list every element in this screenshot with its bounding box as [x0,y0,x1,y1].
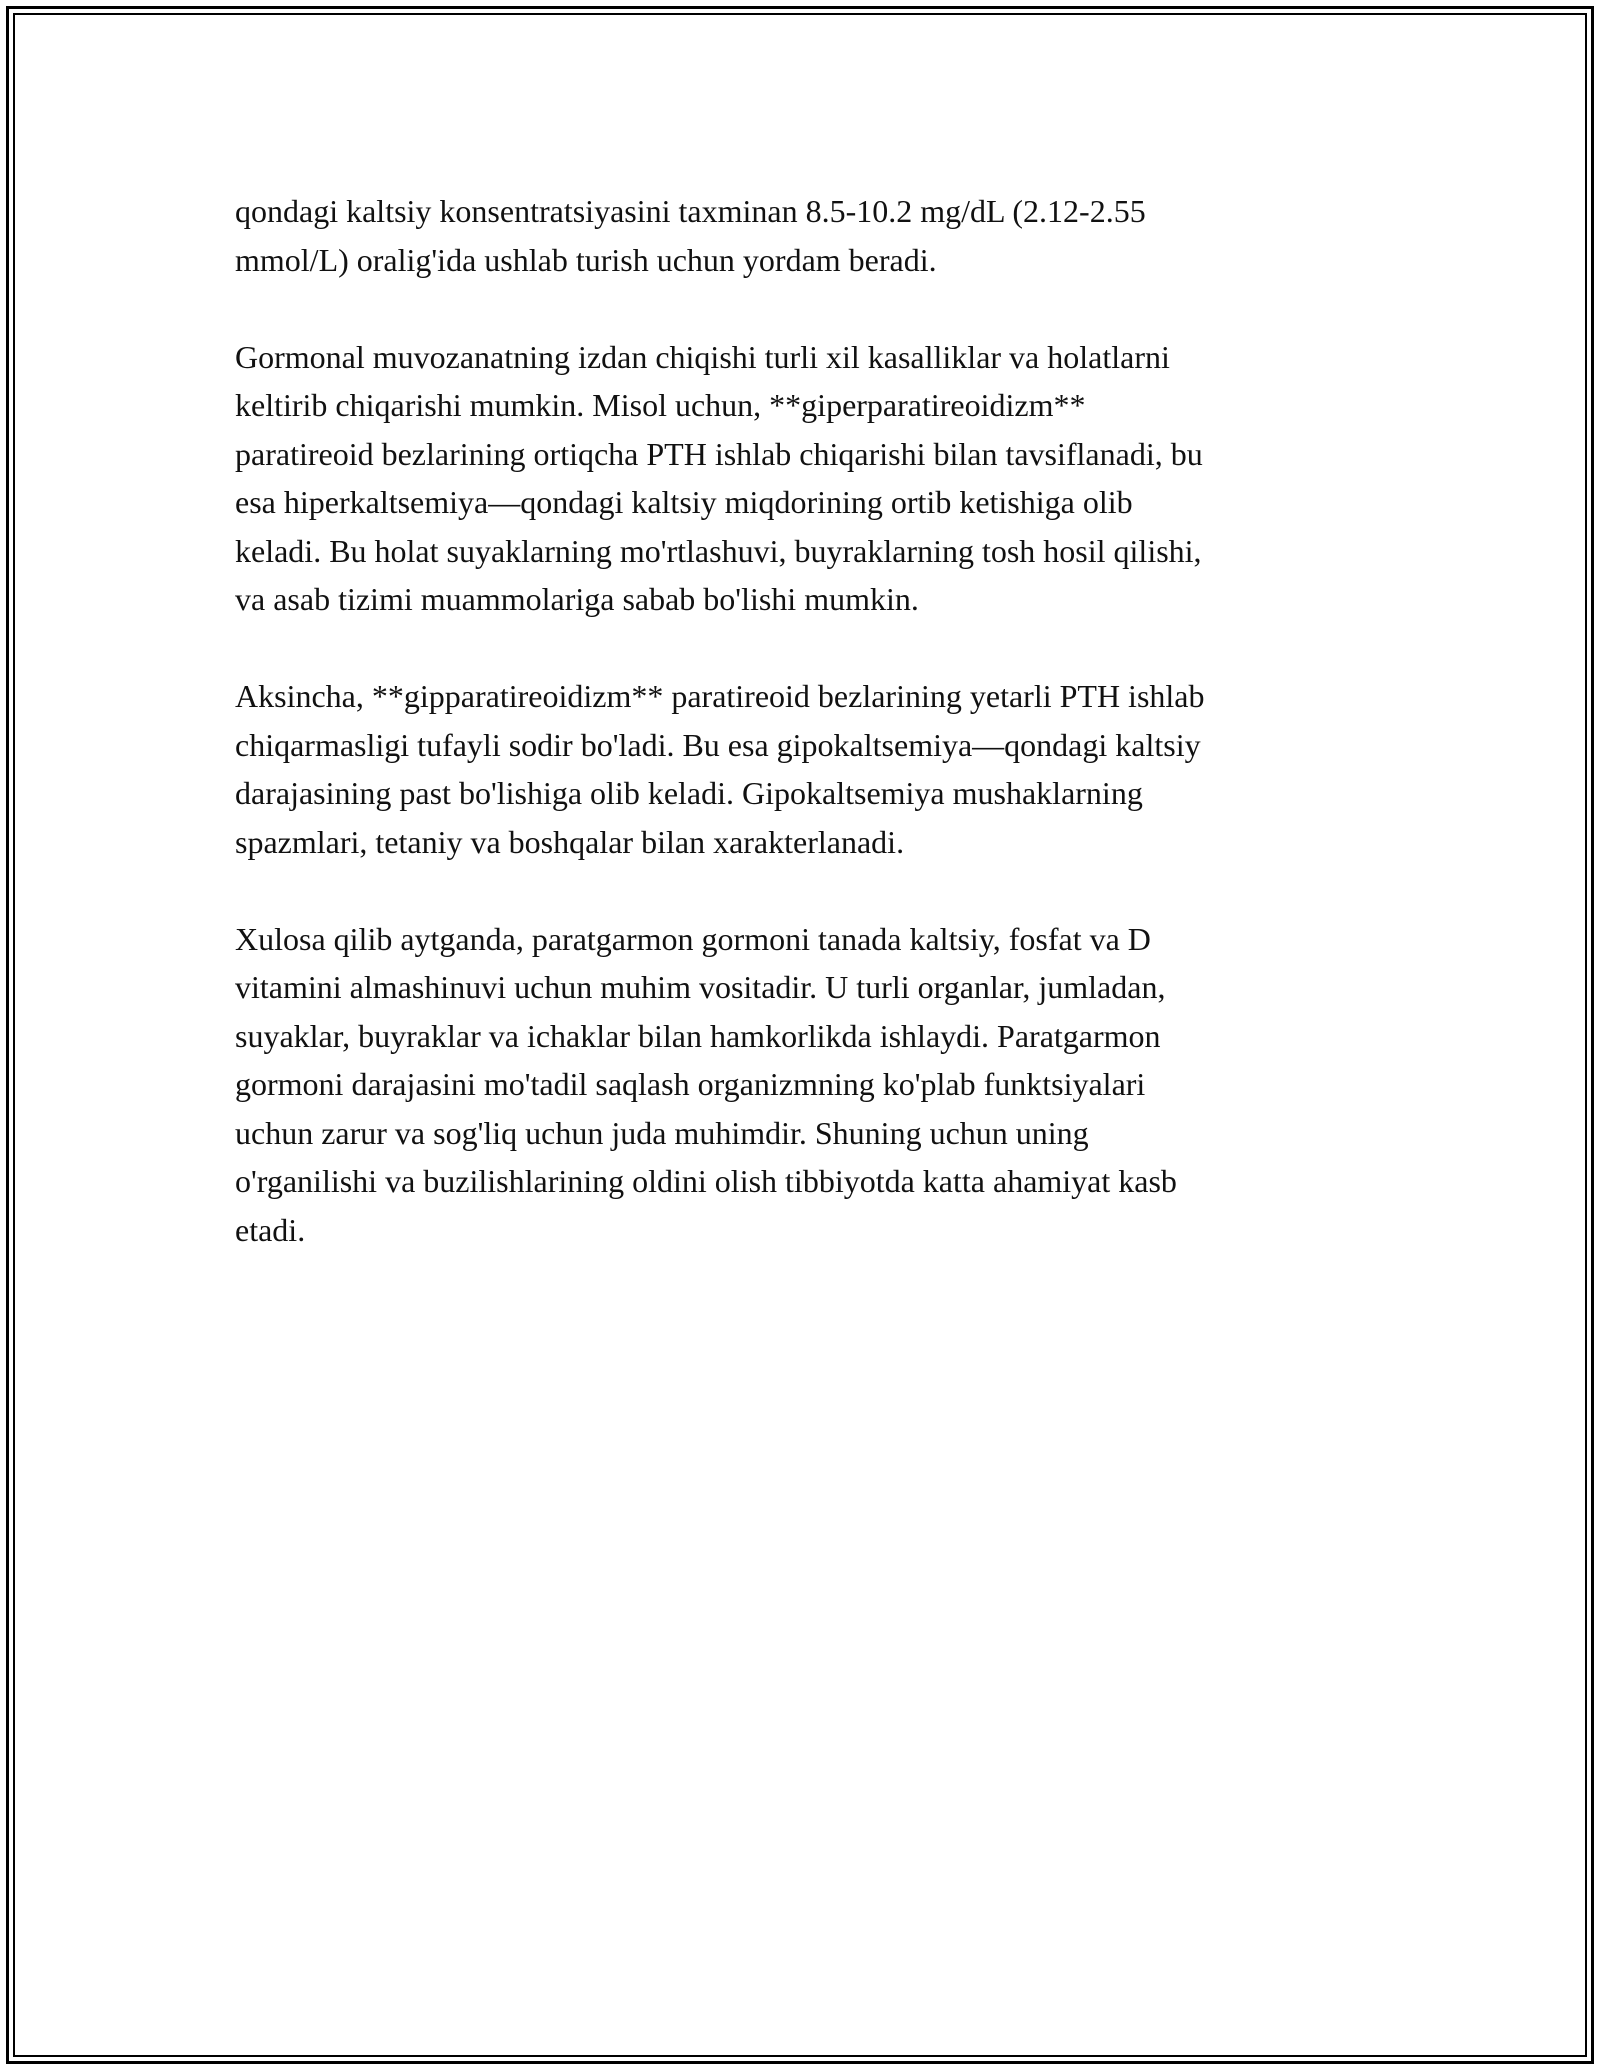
document-body [235,187,1375,1303]
paragraph-hypoparathyroidism: Aksincha, **gipparatireoidizm** paratireoid bezlarining yetarli PTH ishlab chiqarmasligi tufayli sodir bo'ladi. Bu esa gipokaltsemiya—qondagi kaltsiy darajasining past bo'lishiga olib keladi. Gipokaltsemiya mushaklarning spazmlari, tetaniy va boshqalar bilan xarakterlanadi. [235,678,1205,860]
paragraph-hyperparathyroidism: Gormonal muvozanatning izdan chiqishi turli xil kasalliklar va holatlarni keltirib chiqarishi mumkin. Misol uchun, **giperparatireoidizm** paratireoid bezlarining ortiqcha PTH ishlab chiqarishi bilan tavsiflanadi, bu esa hiperkaltsemiya—qondagi kaltsiy miqdorining ortib ketishiga olib keladi. Bu holat suyaklarning mo'rtlashuvi, buyraklarning tosh hosil qilishi, va asab tizimi muammolariga sabab bo'lishi mumkin. [235,338,1203,617]
paragraph-calcium-range: qondagi kaltsiy konsentratsiyasini taxminan 8.5-10.2 mg/dL (2.12-2.55 mmol/L) oralig'ida ushlab turish uchun yordam beradi. [235,193,1146,278]
paragraph-conclusion: Xulosa qilib aytganda, paratgarmon gormoni tanada kaltsiy, fosfat va D vitamini almashinuvi uchun muhim vositadir. U turli organlar, jumladan, suyaklar, buyraklar va ichaklar bilan hamkorlikda ishlaydi. Paratgarmon gormoni darajasini mo'tadil saqlash organizmning ko'plab funktsiyalari uchun zarur va sog'liq uchun juda muhimdir. Shuning uchun uning o'rganilishi va buzilishlarining oldini olish tibbiyotda katta ahamiyat kasb etadi. [235,920,1177,1248]
